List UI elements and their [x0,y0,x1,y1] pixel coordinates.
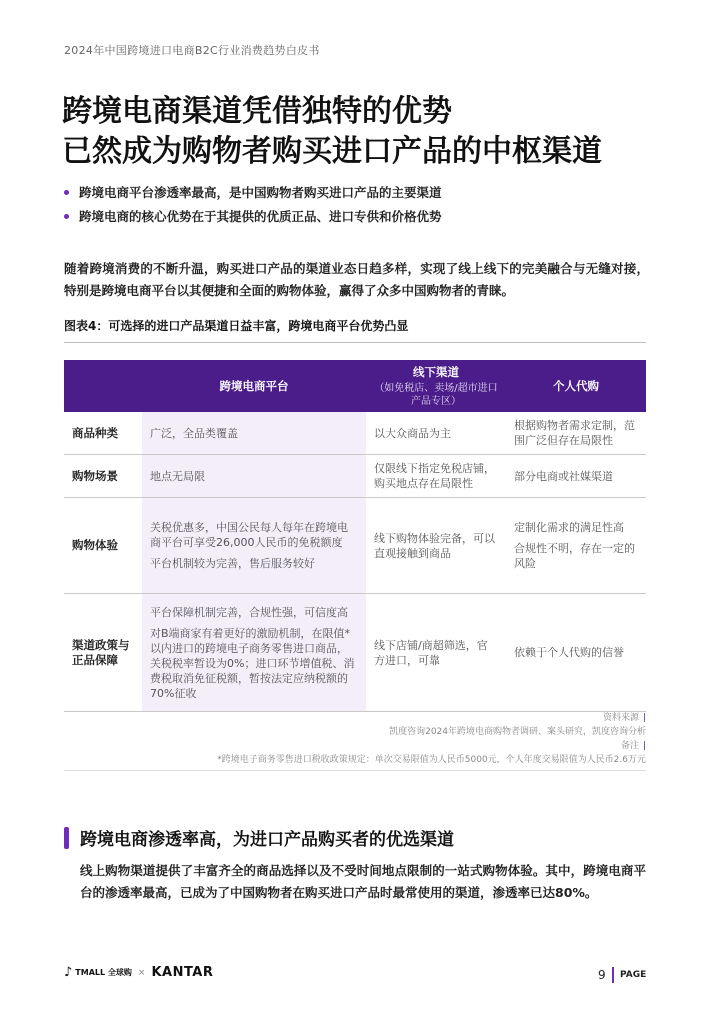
row-header: 渠道政策与正品保障 [64,594,142,712]
source-bar-icon: | [642,713,646,723]
table-row [64,412,646,455]
table-cell [142,594,366,712]
tmall-global-logo-icon: ♪ [64,965,73,980]
cell-paragraph: 对B端商家有着更好的激励机制，在限值*以内进口的跨境电子商务零售进口商品，关税税率暂设为0%；进口环节增值税、消费税取消免征税额，暂按法定应纳税额的70%征收 [150,626,355,700]
table-cell [506,498,646,594]
channel-comparison-table [64,360,646,712]
note-text: *跨境电子商务零售进口税收政策规定：单次交易限值为人民币5000元，个人年度交易限值为人民币2.6万元 [217,755,646,765]
figure-divider [64,342,646,343]
tmall-global-logo-text: TMALL 全球购 [75,968,132,977]
page-title-line-2: 已然成为购物者购买进口产品的中枢渠道 [62,134,602,169]
section-title: 跨境电商渗透率高，为进口产品购买者的优选渠道 [80,830,454,850]
key-point [64,180,442,204]
table-row [64,594,646,712]
report-title: 2024年中国跨境进口电商B2C行业消费趋势白皮书 [64,44,320,57]
figure-title: 图表4：可选择的进口产品渠道日益丰富，跨境电商平台优势凸显 [64,319,409,333]
source-divider [64,770,646,771]
column-header-crossborder: 跨境电商平台 [142,360,366,412]
table-cell: 地点无局限 [142,455,366,498]
section-body: 线上购物渠道提供了丰富齐全的商品选择以及不受时间地点限制的一站式购物体验。其中，跨境电商平台的渗透率最高，已成为了中国购物者在购买进口产品时最常使用的渠道，渗透率已达80%。 [80,863,646,900]
table-cell: 线下店铺/商超筛选，官方进口，可靠 [366,594,506,712]
key-point-text: 跨境电商平台渗透率最高，是中国购物者购买进口产品的主要渠道 [79,185,442,200]
page-divider [612,967,614,983]
table-row [64,498,646,594]
logo-separator: × [137,967,146,978]
source-label-line [217,711,646,725]
column-header-empty [64,360,142,412]
note-label-line [217,739,646,753]
cell-paragraph: 关税优惠多，中国公民每人每年在跨境电商平台可享受26,000人民币的免税额度 [150,521,348,549]
source-notes [217,711,646,767]
column-header-offline [366,360,506,412]
table-cell: 部分电商或社媒渠道 [506,455,646,498]
table-cell: 依赖于个人代购的信誉 [506,594,646,712]
table-cell: 广泛，全品类覆盖 [142,412,366,455]
page-title-line-1: 跨境电商渠道凭借独特的优势 [62,94,452,129]
source-text: 凯度咨询2024年跨境电商购物者调研、案头研究，凯度咨询分析 [389,727,646,737]
section-accent-bar [64,827,69,849]
key-point-text: 跨境电商的核心优势在于其提供的优质正品、进口专供和价格优势 [79,209,442,224]
table-cell: 以大众商品为主 [366,412,506,455]
note-label: 备注 [620,741,639,751]
page-label: PAGE [620,970,647,980]
kantar-logo: KANTAR [151,965,214,980]
column-header-offline-subtitle: （如免税店、卖场/超市进口产品专区） [374,383,498,407]
table-cell [142,498,366,594]
row-header: 购物场景 [64,455,142,498]
table-cell: 根据购物者需求定制，范围广泛但存在局限性 [506,412,646,455]
table-row [64,455,646,498]
note-bar-icon: | [642,741,646,751]
row-header: 商品种类 [64,412,142,455]
column-header-personal: 个人代购 [506,360,646,412]
cell-paragraph: 定制化需求的满足性高 [514,521,624,534]
page-title [62,92,602,172]
page-number: 9 [598,968,606,982]
key-point [64,204,442,228]
table-cell: 仅限线下指定免税店铺，购买地点存在局限性 [366,455,506,498]
footer-logos [64,965,213,980]
cell-paragraph: 合规性不明，存在一定的风险 [514,542,635,570]
table-cell: 线下购物体验完备，可以直观接触到商品 [366,498,506,594]
key-points [64,180,442,228]
row-header: 购物体验 [64,498,142,594]
table-header-row [64,360,646,412]
intro-paragraph: 随着跨境消费的不断升温，购买进口产品的渠道业态日趋多样，实现了线上线下的完美融合与无缝对接，特别是跨境电商平台以其便捷和全面的购物体验，赢得了众多中国购物者的青睐。 [64,261,649,298]
cell-paragraph: 平台保障机制完善，合规性强，可信度高 [150,605,348,619]
cell-paragraph: 平台机制较为完善，售后服务较好 [150,557,315,570]
bullet-dot-icon [64,214,69,219]
column-header-offline-title: 线下渠道 [413,365,459,379]
source-label: 资料来源 [602,713,639,723]
bullet-dot-icon [64,190,69,195]
